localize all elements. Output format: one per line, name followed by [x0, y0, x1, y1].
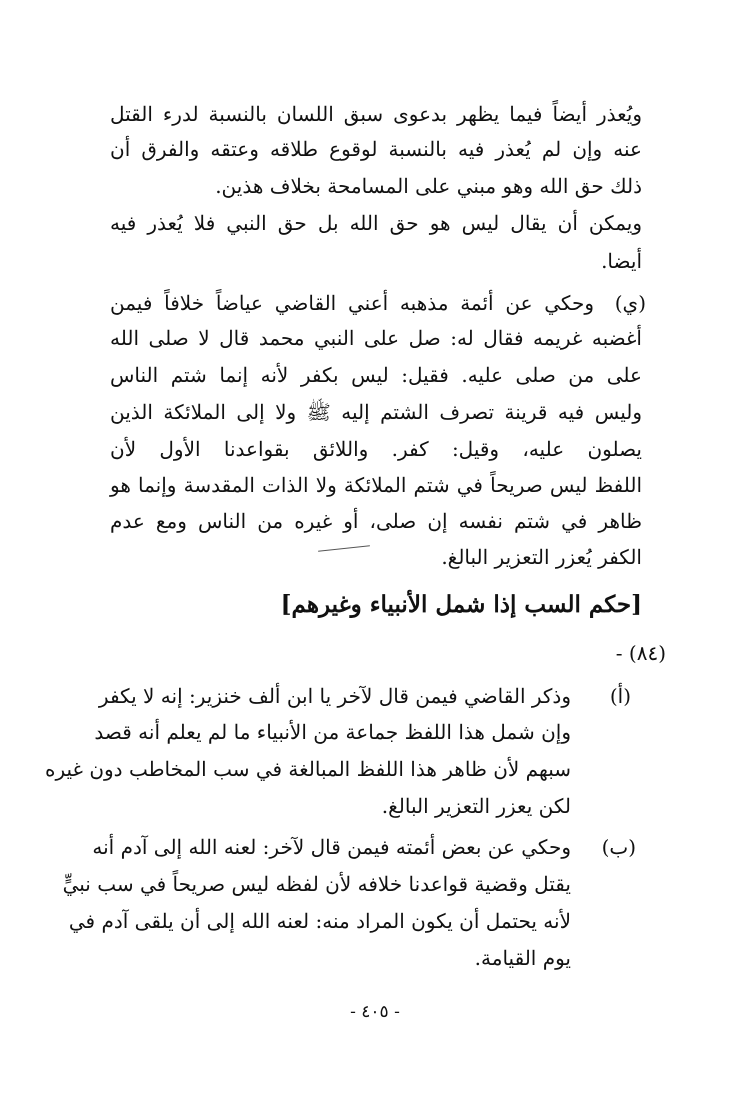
- text-line: وليس فيه قرينة تصرف الشتم إليه ﷺ ولا إلى الملائكة الذين: [110, 400, 642, 424]
- section-number: (٨٤) -: [615, 641, 666, 665]
- item-label: (أ): [609, 684, 631, 708]
- text-line: أغضبه غريمه فقال له: صل على النبي محمد قال لا صلى الله: [110, 326, 642, 350]
- text-line: وإن شمل هذا اللفظ جماعة من الأنبياء ما لم يعلم أنه قصد: [94, 720, 571, 744]
- text-line: الكفر يُعزر التعزير البالغ.: [441, 545, 642, 569]
- text-line: ذلك حق الله وهو مبني على المسامحة بخلاف هذين.: [215, 174, 642, 198]
- text-line: وحكي عن أئمة مذهبه أعني القاضي عياضاً خلافاً فيمن: [110, 291, 594, 315]
- text-line: على من صلى عليه. فقيل: ليس بكفر لأنه إنما شتم الناس: [110, 363, 642, 387]
- text-line: ظاهر في شتم نفسه إن صلى، أو غيره من الناس ومع عدم: [110, 509, 642, 533]
- text-line: لكن يعزر التعزير البالغ.: [381, 794, 571, 818]
- text-line: وحكي عن بعض أئمته فيمن قال لآخر: لعنه الله إلى آدم أنه: [92, 835, 571, 859]
- text-line: يوم القيامة.: [474, 946, 571, 970]
- text-line: ويمكن أن يقال ليس هو حق الله بل حق النبي فلا يُعذر فيه: [110, 211, 642, 235]
- text-line: عنه وإن لم يُعذر فيه بالنسبة لوقوع طلاقه وعتقه والفرق أن: [110, 137, 642, 161]
- page-number: - ٤٠٥ -: [350, 1002, 400, 1022]
- text-line: ويُعذر أيضاً فيما يظهر بدعوى سبق اللسان بالنسبة لدرء القتل: [110, 102, 642, 126]
- text-line: أيضا.: [601, 249, 642, 273]
- text-line: سبهم لأن ظاهر هذا اللفظ المبالغة في سب المخاطب دون غيره: [44, 757, 571, 781]
- text-line: اللفظ ليس صريحاً في شتم الملائكة ولا الذات المقدسة وإنما هو: [110, 473, 642, 497]
- item-label: (ب): [601, 835, 636, 859]
- text-line: لأنه يحتمل أن يكون المراد منه: لعنه الله إلى أن يلقى آدم في: [68, 909, 571, 933]
- text-line: يصلون عليه، وقيل: كفر. واللائق بقواعدنا الأول لأن: [110, 437, 642, 461]
- text-line: يقتل وقضية قواعدنا خلافه لأن لفظه ليس صريحاً في سب نبيٍّ: [62, 872, 571, 896]
- text-line: وذكر القاضي فيمن قال لآخر يا ابن ألف خنزير: إنه لا يكفر: [98, 684, 571, 708]
- item-label: (ي): [614, 291, 646, 315]
- section-heading: [حكم السب إذا شمل الأنبياء وغيرهم]: [280, 591, 642, 618]
